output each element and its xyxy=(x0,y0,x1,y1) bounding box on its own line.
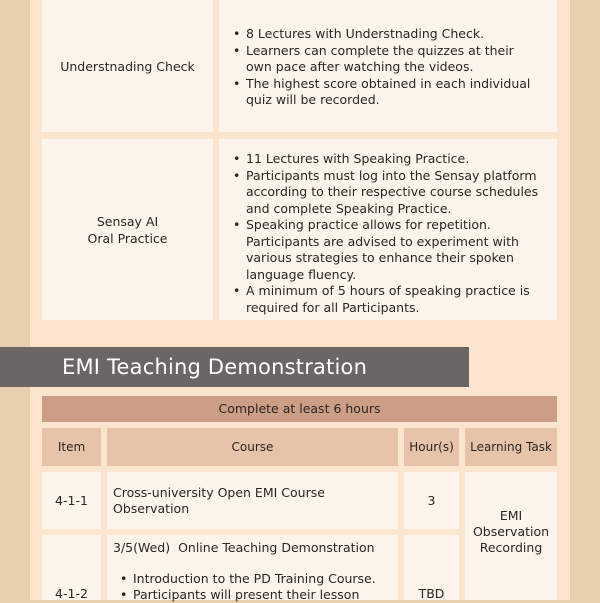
row-4-1-1-course xyxy=(107,472,398,529)
bullet-item: • Participants will present their lesson xyxy=(118,587,390,603)
row-4-1-1-hours xyxy=(404,472,459,529)
row-4-1-2-hours xyxy=(404,535,459,600)
understanding-check-label-cell xyxy=(42,0,213,132)
course-title: 3/5(Wed) Online Teaching Demonstration xyxy=(113,540,375,555)
requirement-text: Complete at least 6 hours xyxy=(218,401,381,416)
bullet-item: • Participants must log into the Sensay platform according to their respective course schedules and complete Speaking Practice. xyxy=(231,168,545,218)
row-4-1-1-item xyxy=(42,472,101,529)
header-course xyxy=(107,428,398,466)
item-id: 4-1-2 xyxy=(55,586,88,601)
understanding-check-desc-cell xyxy=(219,0,557,132)
item-id: 4-1-1 xyxy=(55,492,88,508)
sensay-desc-cell xyxy=(219,139,557,320)
row-4-1-2-item xyxy=(42,535,101,600)
header-hours-label: Hour(s) xyxy=(409,440,454,454)
header-course-label: Course xyxy=(231,440,274,454)
bullet-item: • Speaking practice allows for repetition. Participants are advised to experiment with various strategies to enhance their spoken language fluency. xyxy=(231,217,545,283)
understanding-check-bullets xyxy=(231,26,543,109)
sensay-bullets xyxy=(231,151,545,316)
bullet-item: • 8 Lectures with Understnading Check. xyxy=(231,26,543,43)
bullet-item: • Learners can complete the quizzes at their own pace after watching the videos. xyxy=(231,43,543,76)
hours-value: TBD xyxy=(418,586,445,601)
understanding-check-label: Understnading Check xyxy=(60,58,195,74)
bullet-item: • Introduction to the PD Training Course. xyxy=(118,571,390,587)
bullet-item: • 11 Lectures with Speaking Practice. xyxy=(231,151,545,168)
row-4-1-2-course xyxy=(107,535,398,600)
course-text: Cross-university Open EMI Course Observation xyxy=(113,485,325,516)
learning-task-cell xyxy=(465,472,557,600)
bullet-item: • A minimum of 5 hours of speaking practice is required for all Participants. xyxy=(231,283,545,316)
hours-value: 3 xyxy=(427,492,436,508)
sensay-label-line2: Oral Practice xyxy=(87,230,168,246)
header-hours xyxy=(404,428,459,466)
bullet-item: • The highest score obtained in each individual quiz will be recorded. xyxy=(231,76,543,109)
header-item xyxy=(42,428,101,466)
learning-task-line3: Recording xyxy=(479,540,543,555)
header-learning-task-label: Learning Task xyxy=(470,440,552,454)
header-learning-task xyxy=(465,428,557,466)
header-item-label: Item xyxy=(57,440,86,454)
course-bullets xyxy=(113,571,390,603)
sensay-label-cell xyxy=(42,139,213,320)
sensay-label-line1: Sensay AI xyxy=(96,213,159,229)
requirement-bar xyxy=(42,396,557,422)
section-title: EMI Teaching Demonstration xyxy=(62,355,368,379)
section-title-banner xyxy=(0,347,469,387)
learning-task-line1: EMI xyxy=(499,508,523,523)
learning-task-line2: Observation xyxy=(472,524,550,539)
